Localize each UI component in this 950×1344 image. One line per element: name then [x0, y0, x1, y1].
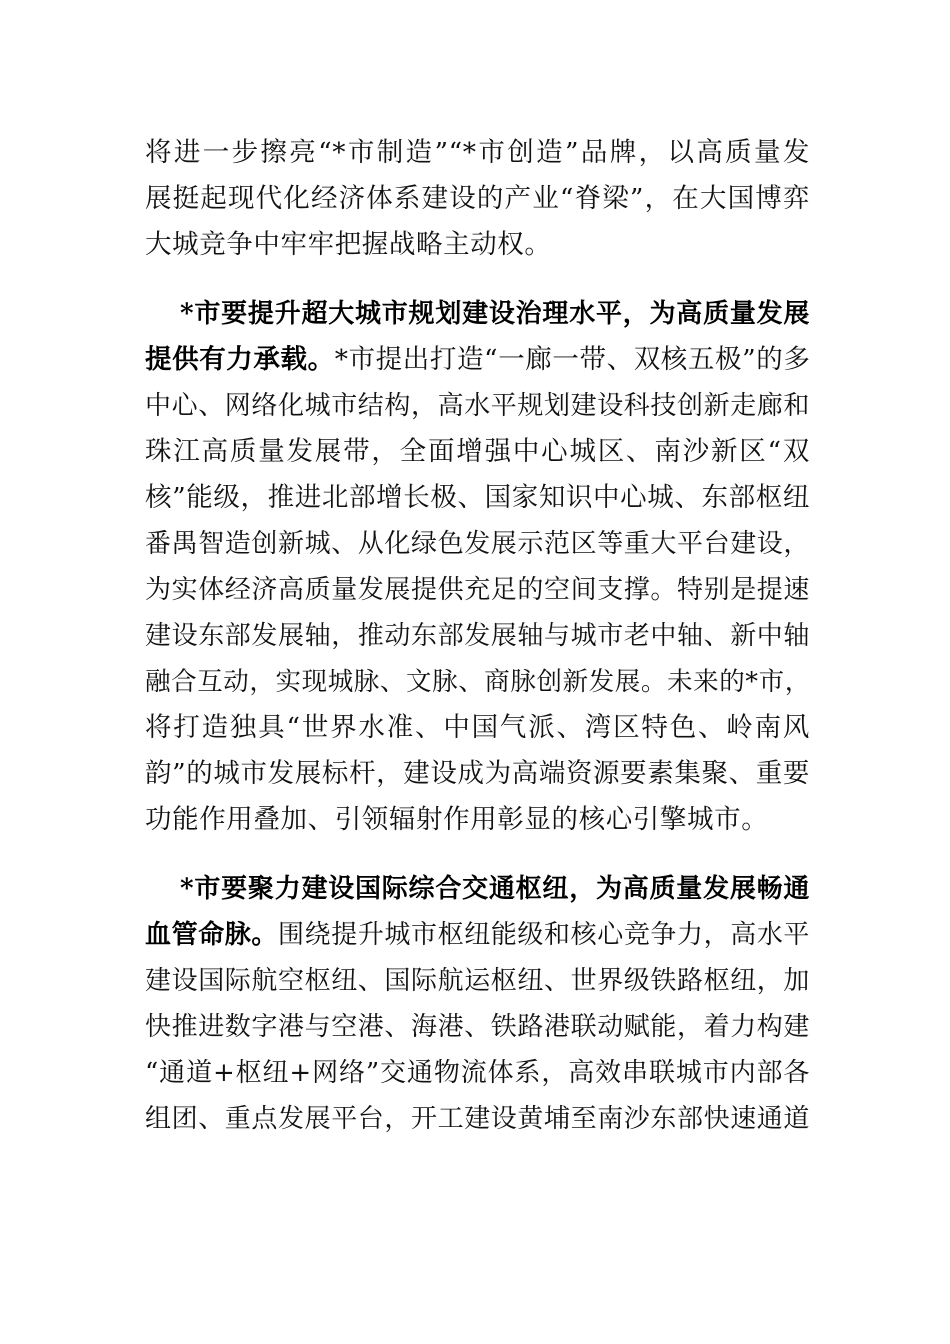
paragraph-3-line-5: “通道+枢纽+网络”交通物流体系，高效串联城市内部各	[145, 1058, 810, 1088]
paragraph-2-line-6: 番禺智造创新城、从化绿色发展示范区等重大平台建设，	[145, 529, 811, 559]
paragraph-2-line-11: 韵”的城市发展标杆，建设成为高端资源要素集聚、重要	[145, 758, 810, 789]
paragraph-3-line-6: 组团、重点发展平台，开工建设黄埔至南沙东部快速通道	[145, 1104, 811, 1134]
paragraph-3-line-2	[145, 912, 810, 958]
paragraph-3-line-2-rest: 围绕提升城市枢纽能级和核心竞争力，高水平	[278, 920, 811, 950]
paragraph-1-line-3: 大城竞争中牢牢把握战略主动权。	[145, 229, 552, 260]
paragraph-3-heading-line-1: *市要聚力建设国际综合交通枢纽，为高质量发展畅通	[180, 874, 810, 904]
paragraph-2-line-2	[145, 337, 810, 383]
paragraph-2-line-7: 为实体经济高质量发展提供充足的空间支撑。特别是提速	[145, 575, 811, 605]
paragraph-1-line-2: 展挺起现代化经济体系建设的产业“脊梁”，在大国博弈	[145, 183, 810, 214]
paragraph-2-line-8: 建设东部发展轴，推动东部发展轴与城市老中轴、新中轴	[145, 621, 811, 651]
paragraph-2-line-3: 中心、网络化城市结构，高水平规划建设科技创新走廊和	[145, 391, 811, 421]
paragraph-2-line-2-rest: *市提出打造“一廊一带、双核五极”的多	[334, 344, 811, 375]
paragraph-3-heading-line-2: 血管命脉。	[145, 920, 279, 950]
paragraph-2-heading-line-2: 提供有力承载。	[145, 344, 335, 375]
paragraph-2-line-5: 核”能级，推进北部增长极、国家知识中心城、东部枢纽	[145, 482, 810, 513]
paragraph-2-line-4: 珠江高质量发展带，全面增强中心城区、南沙新区“双	[145, 436, 810, 467]
paragraph-2-line-10: 将打造独具“世界水准、中国气派、湾区特色、岭南风	[145, 712, 810, 743]
paragraph-3-line-4: 快推进数字港与空港、海港、铁路港联动赋能，着力构建	[145, 1012, 811, 1042]
paragraph-1-line-1: 将进一步擦亮“*市制造”“*市创造”品牌，以高质量发	[145, 137, 810, 168]
paragraph-2-line-9: 融合互动，实现城脉、文脉、商脉创新发展。未来的*市，	[145, 667, 811, 697]
paragraph-2-heading-line-1: *市要提升超大城市规划建设治理水平，为高质量发展	[180, 299, 810, 329]
paragraph-3-line-3: 建设国际航空枢纽、国际航运枢纽、世界级铁路枢纽，加	[145, 966, 811, 996]
paragraph-2-line-12: 功能作用叠加、引领辐射作用彰显的核心引擎城市。	[145, 804, 769, 835]
